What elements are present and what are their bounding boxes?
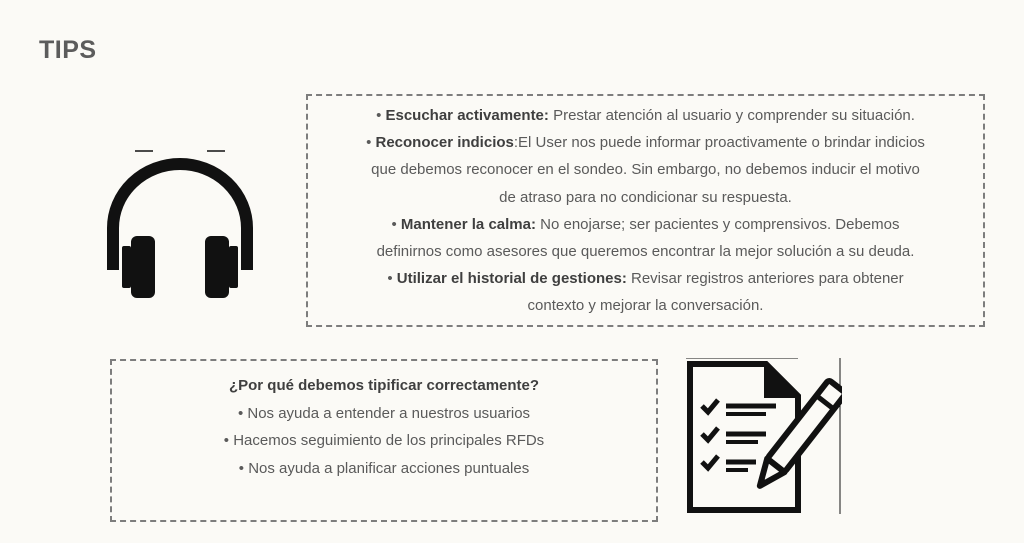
tip-text: :El User nos puede informar proactivamente o brindar indicios — [513, 134, 925, 152]
tip-item-history: • Utilizar el historial de gestiones: Revisar registros anteriores para obtener — [387, 270, 904, 288]
tip-text-line: de atraso para no condicionar su respuesta. — [499, 188, 792, 206]
tip-term: Utilizar el historial de gestiones: — [396, 270, 627, 288]
tip-item-listen: • Escuchar activamente: Prestar atención al usuario y comprender su situación. — [376, 107, 915, 124]
tip-text: Revisar registros anteriores para obtener — [631, 270, 904, 288]
tip-text-line: definirnos como asesores que queremos encontrar la mejor solución a su deuda. — [376, 243, 915, 261]
tip-text-line: contexto y mejorar la conversación. — [527, 297, 764, 315]
why-item-text: Hacemos seguimiento de los principales RFDs — [233, 432, 545, 449]
headphones-icon — [105, 148, 255, 298]
tip-term: Mantener la calma: — [400, 215, 536, 233]
tip-text-line: que debemos reconocer en el sondeo. Sin embargo, no debemos inducir el motivo — [371, 161, 920, 179]
why-heading: ¿Por qué debemos tipificar correctamente? — [228, 377, 540, 394]
page-title: TIPS — [39, 36, 97, 64]
tip-item-recognize: • Reconocer indicios:El User nos puede informar proactivamente o brindar indicios — [366, 134, 925, 152]
tip-text: Prestar atención al usuario y comprender su situación. — [553, 107, 915, 124]
tip-term: Reconocer indicios — [375, 134, 514, 152]
why-item-text: Nos ayuda a entender a nuestros usuarios — [247, 404, 531, 422]
checklist-pen-icon — [686, 358, 842, 514]
tip-item-calm: • Mantener la calma: No enojarse; ser pacientes y comprensivos. Debemos — [391, 215, 900, 233]
why-item: • Hacemos seguimiento de los principales RFDs — [223, 432, 545, 449]
tip-text: No enojarse; ser pacientes y comprensivos. Debemos — [540, 215, 900, 233]
why-box — [110, 359, 658, 522]
why-item-text: Nos ayuda a planificar acciones puntuales — [248, 459, 530, 477]
why-item: • Nos ayuda a planificar acciones puntuales — [238, 459, 530, 477]
why-item: • Nos ayuda a entender a nuestros usuarios — [237, 404, 531, 422]
tip-term: Escuchar activamente: — [385, 107, 549, 124]
tips-box — [306, 94, 985, 327]
